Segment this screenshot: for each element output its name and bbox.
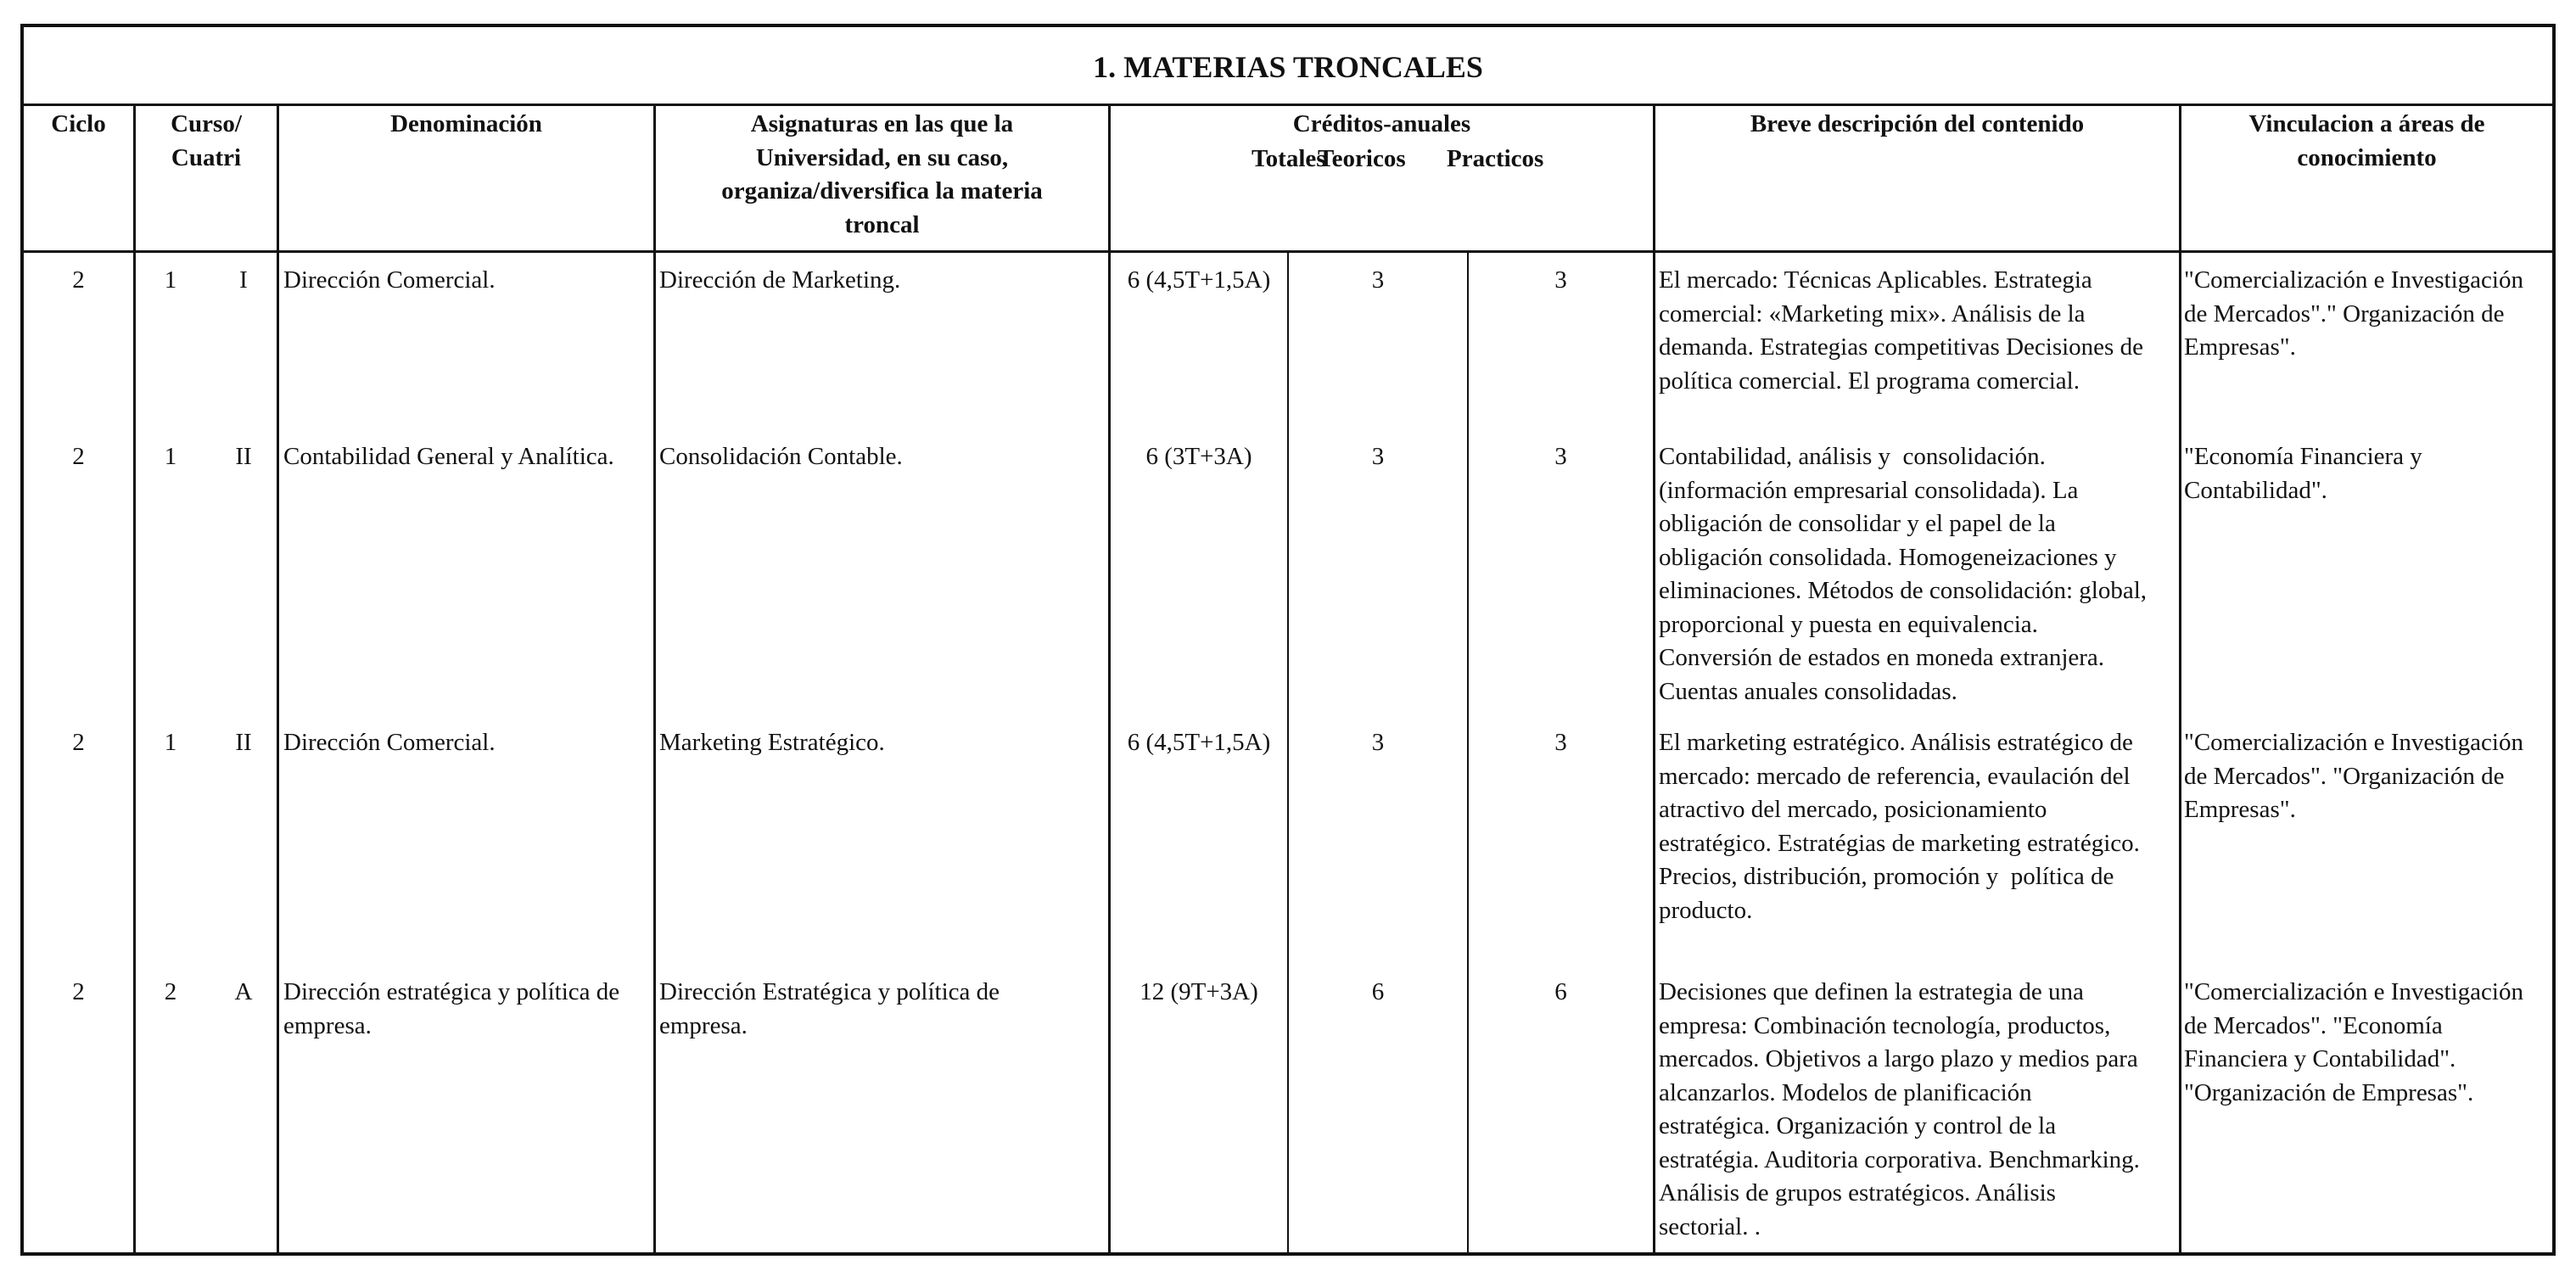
cell-cuatri: A: [234, 978, 253, 1005]
cell-denominacion: Dirección Comercial.: [283, 266, 496, 294]
header-teoricos: Teoricos: [1318, 145, 1406, 172]
cell-vinculacion: "Economía Financiera y Contabilidad".: [2184, 443, 2422, 504]
cell-vinculacion: "Comercialización e Investigación de Mercados". "Organización de Empresas".: [2184, 729, 2523, 823]
cell-totales: 6 (4,5T+1,5A): [1127, 729, 1271, 756]
cell-ciclo: 2: [72, 266, 85, 294]
title-divider: [20, 104, 2556, 106]
header-descripcion: Breve descripción del contenido: [1750, 110, 2085, 137]
header-vinculacion: Vinculacion a áreas de conocimiento: [2248, 110, 2485, 171]
cell-teoricos: 3: [1371, 443, 1385, 470]
cell-totales: 6 (3T+3A): [1145, 443, 1252, 470]
header-practicos: Practicos: [1447, 145, 1544, 172]
cell-descripcion: Decisiones que definen la estrategia de una empresa: Combinación tecnología, productos, mercados. Objetivos a largo plazo y medios para alcanzarlos. Modelos de planificación estratégica. Organización y control de la estratégia. Auditoria corporativa. Benchmarking. Análisis de grupos estratégicos. Análisis sectorial. .: [1659, 978, 2140, 1240]
table-title: 1. MATERIAS TRONCALES: [1093, 50, 1483, 84]
col-divider: [653, 104, 656, 1256]
table-border-left: [20, 24, 24, 1256]
col-divider: [133, 104, 136, 1256]
cell-descripcion: El marketing estratégico. Análisis estratégico de mercado: mercado de referencia, evaulación del atractivo del mercado, posicionamiento estratégico. Estratégias de marketing estratégico. Precios, distribución, promoción y política de producto.: [1659, 729, 2140, 924]
header-creditos: Créditos-anuales: [1292, 110, 1471, 137]
cell-descripcion: Contabilidad, análisis y consolidación. (información empresarial consolidada). La obligación de consolidar y el papel de la obligación consolidada. Homogeneizaciones y eliminaciones. Métodos de consolidación: global, proporcional y puesta en equivalencia. Conversión de estados en moneda extranjera. Cuentas anuales consolidadas.: [1659, 443, 2148, 705]
cell-teoricos: 6: [1371, 978, 1385, 1005]
col-divider: [1653, 104, 1655, 1256]
cell-vinculacion: "Comercialización e Investigación de Mercados"." Organización de Empresas".: [2184, 266, 2523, 361]
cell-teoricos: 3: [1371, 266, 1385, 294]
cell-ciclo: 2: [72, 729, 85, 756]
cell-asignatura: Dirección Estratégica y política de empresa.: [659, 978, 1000, 1039]
cell-ciclo: 2: [72, 978, 85, 1005]
cell-cuatri: II: [235, 443, 252, 470]
header-totales: Totales: [1252, 145, 1326, 172]
cell-cuatri: I: [239, 266, 248, 294]
cell-denominacion: Dirección estratégica y política de empresa.: [283, 978, 620, 1039]
header-ciclo: Ciclo: [51, 110, 106, 137]
cell-practicos: 3: [1554, 266, 1567, 294]
cell-practicos: 6: [1554, 978, 1567, 1005]
cell-descripcion: El mercado: Técnicas Aplicables. Estrategia comercial: «Marketing mix». Análisis de la demanda. Estrategias competitivas Decisiones de política comercial. El programa comercial.: [1659, 266, 2143, 395]
header-curso-cuatri: Curso/ Cuatri: [171, 110, 242, 171]
cell-denominacion: Contabilidad General y Analítica.: [283, 443, 614, 470]
cell-curso: 1: [164, 443, 177, 470]
cell-asignatura: Dirección de Marketing.: [659, 266, 901, 294]
cell-curso: 1: [164, 266, 177, 294]
cell-totales: 6 (4,5T+1,5A): [1127, 266, 1271, 294]
col-divider: [277, 104, 279, 1256]
cell-curso: 1: [164, 729, 177, 756]
cell-curso: 2: [164, 978, 177, 1005]
cell-totales: 12 (9T+3A): [1140, 978, 1258, 1005]
cell-asignatura: Marketing Estratégico.: [659, 729, 885, 756]
table-border-right: [2552, 24, 2556, 1256]
header-asignaturas: Asignaturas en las que la Universidad, en su caso, organiza/diversifica la materia troncal: [721, 110, 1043, 238]
table-border-top: [20, 24, 2556, 27]
cell-practicos: 3: [1554, 443, 1567, 470]
cell-ciclo: 2: [72, 443, 85, 470]
cell-asignatura: Consolidación Contable.: [659, 443, 903, 470]
col-divider: [2179, 104, 2181, 1256]
header-denominacion: Denominación: [390, 110, 542, 137]
cell-practicos: 3: [1554, 729, 1567, 756]
cell-cuatri: II: [235, 729, 252, 756]
cell-teoricos: 3: [1371, 729, 1385, 756]
cell-denominacion: Dirección Comercial.: [283, 729, 496, 756]
cell-vinculacion: "Comercialización e Investigación de Mercados". "Economía Financiera y Contabilidad". "Organización de Empresas".: [2184, 978, 2523, 1106]
